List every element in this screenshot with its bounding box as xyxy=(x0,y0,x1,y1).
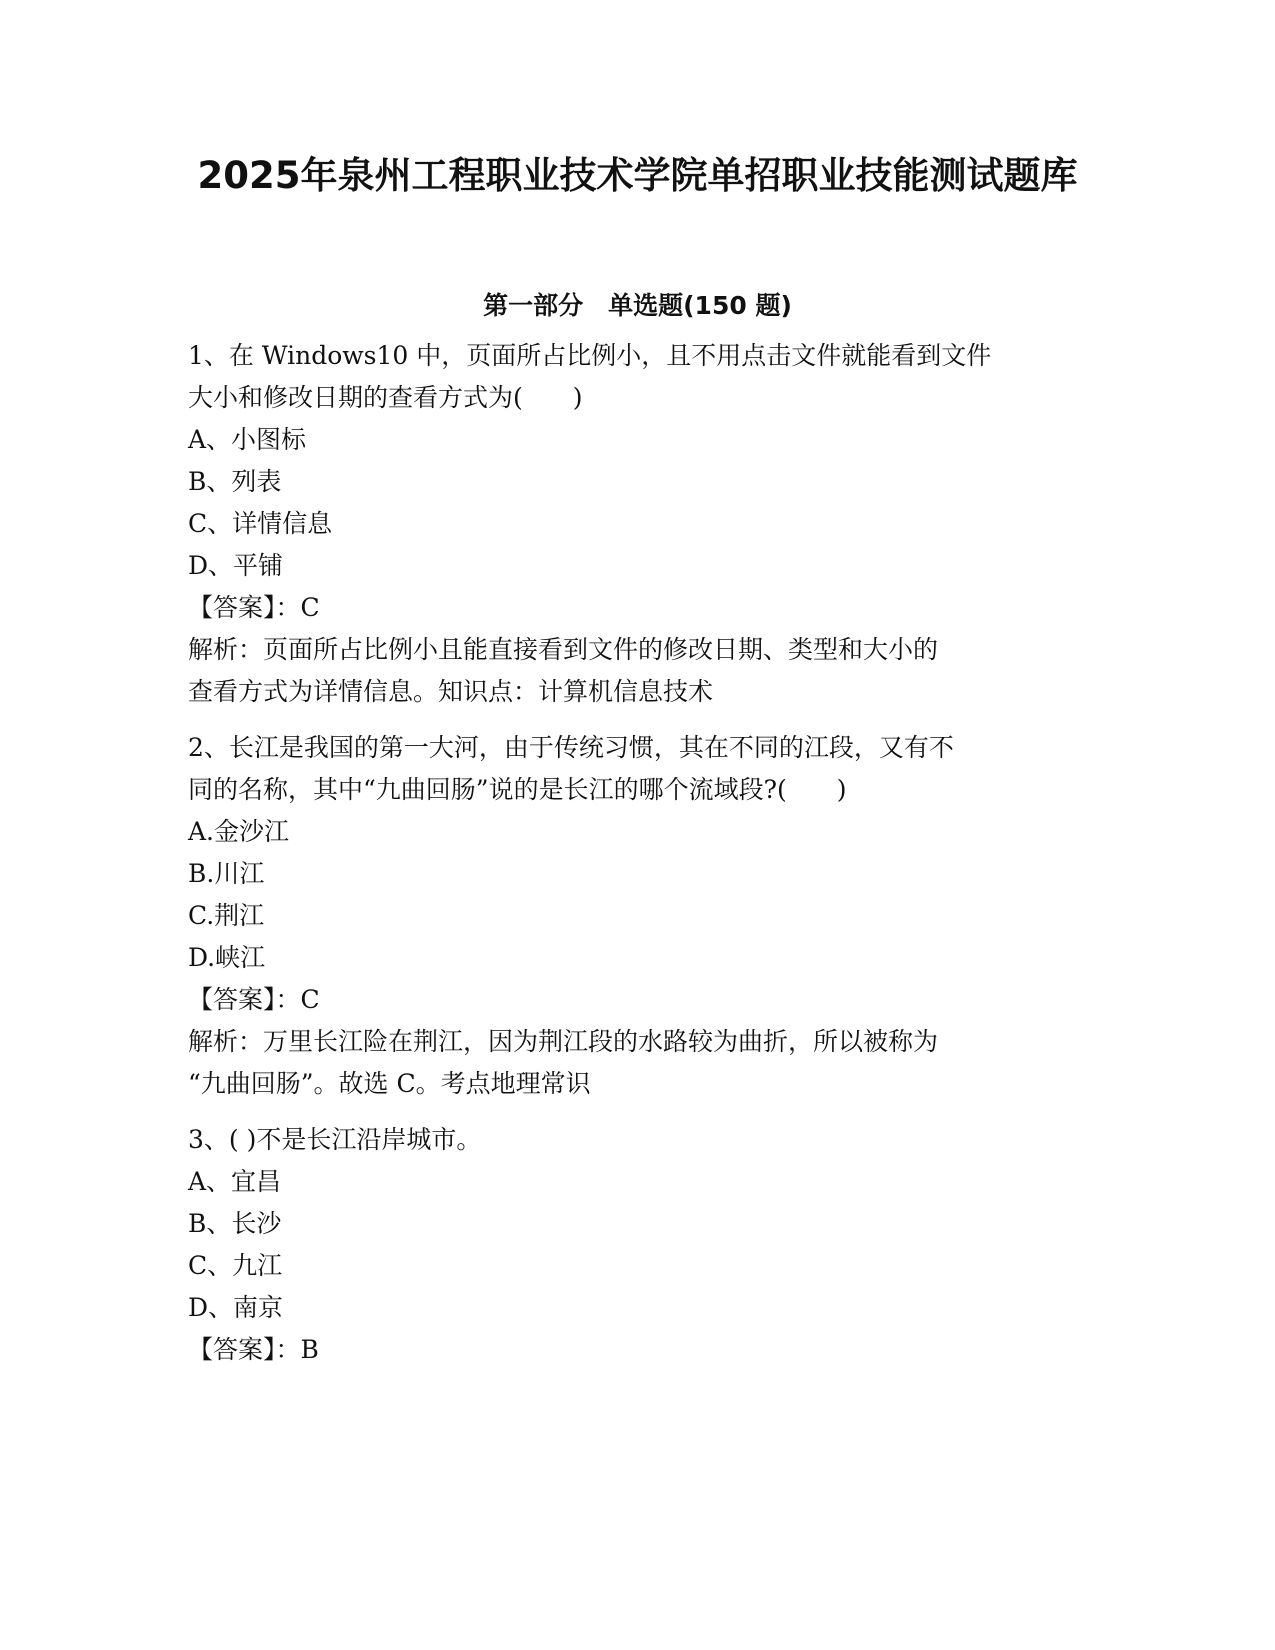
question-2-option-b: B.川江 xyxy=(188,859,265,888)
question-1-stem-line-1: 1、在 Windows10 中，页面所占比例小，且不用点击文件就能看到文件 xyxy=(188,341,992,370)
question-2-analysis-line-1: 解析：万里长江险在荆江，因为荆江段的水路较为曲折，所以被称为 xyxy=(188,1027,939,1056)
section-heading: 第一部分 单选题(150 题) xyxy=(483,291,792,320)
question-1-option-b: B、列表 xyxy=(188,467,282,496)
question-2-stem-line-1: 2、长江是我国的第一大河，由于传统习惯，其在不同的江段，又有不 xyxy=(188,733,954,762)
question-1-answer: 【答案】：C xyxy=(188,593,320,622)
question-3-option-c: C、九江 xyxy=(188,1251,283,1280)
question-3-stem-line-1: 3、( )不是长江沿岸城市。 xyxy=(188,1125,482,1154)
question-2-analysis-line-2: “九曲回肠”。故选 C。考点地理常识 xyxy=(188,1069,591,1098)
question-1-analysis-line-1: 解析：页面所占比例小且能直接看到文件的修改日期、类型和大小的 xyxy=(188,635,939,664)
question-2-option-c: C.荆江 xyxy=(188,901,265,930)
question-1-analysis-line-2: 查看方式为详情信息。知识点：计算机信息技术 xyxy=(188,677,714,706)
question-3 xyxy=(188,1119,1088,1371)
question-3-option-a: A、宜昌 xyxy=(188,1167,282,1196)
question-1-option-c: C、详情信息 xyxy=(188,509,333,538)
question-1-stem-line-2: 大小和修改日期的查看方式为( ) xyxy=(188,383,583,412)
document-title: 2025年泉州工程职业技术学院单招职业技能测试题库 xyxy=(197,154,1078,197)
question-3-answer: 【答案】：B xyxy=(188,1335,319,1364)
question-2-option-a: A.金沙江 xyxy=(188,817,290,846)
question-1-option-a: A、小图标 xyxy=(188,425,307,454)
question-1 xyxy=(188,335,1088,713)
question-3-option-b: B、长沙 xyxy=(188,1209,282,1238)
question-2 xyxy=(188,727,1088,1105)
question-1-option-d: D、平铺 xyxy=(188,551,284,580)
question-3-option-d: D、南京 xyxy=(188,1293,284,1322)
question-2-option-d: D.峡江 xyxy=(188,943,266,972)
question-2-answer: 【答案】：C xyxy=(188,985,320,1014)
question-2-stem-line-2: 同的名称，其中“九曲回肠”说的是长江的哪个流域段?( ) xyxy=(188,775,847,804)
